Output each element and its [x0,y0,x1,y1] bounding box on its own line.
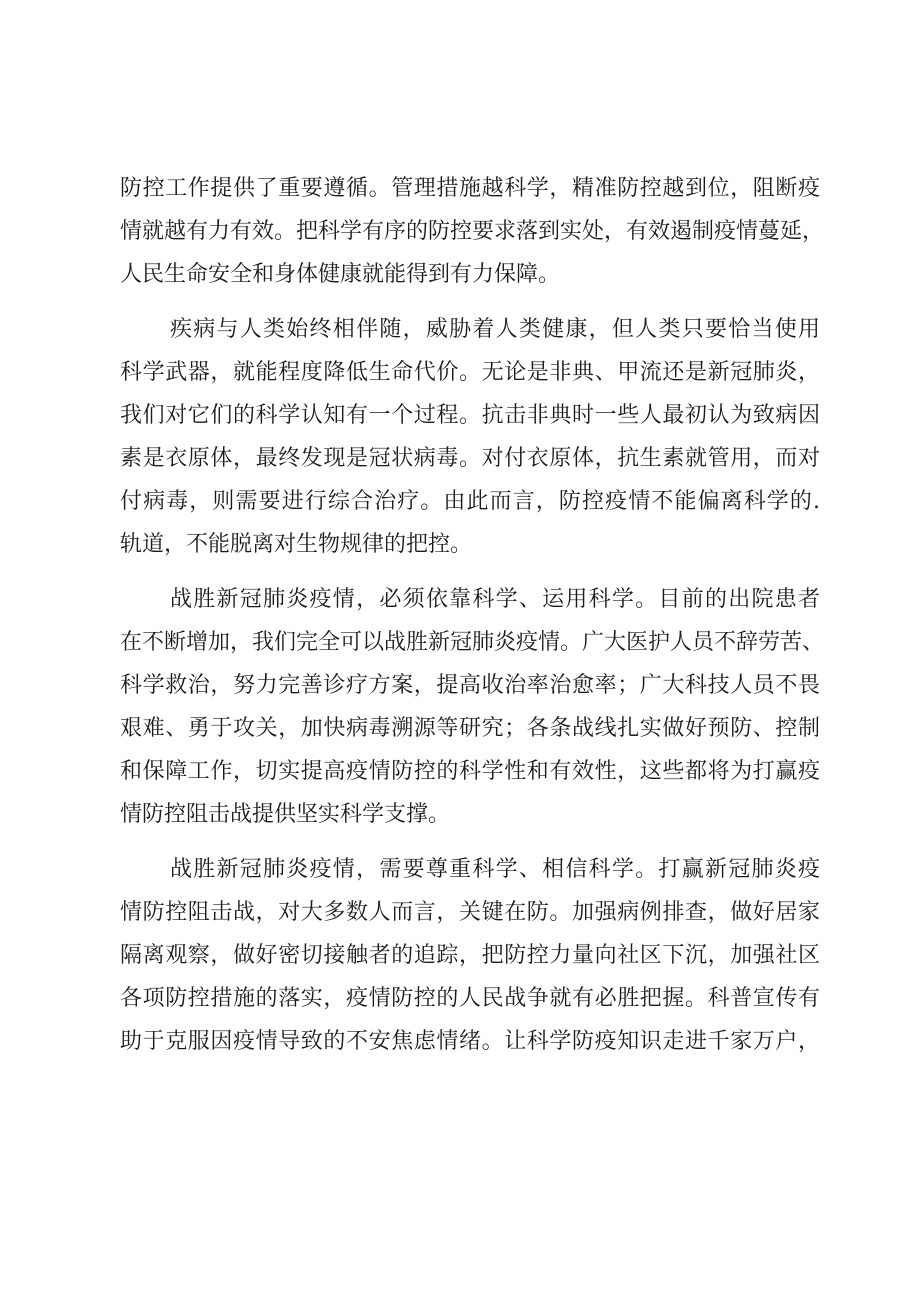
text-line: 情防控阻击战，对大多数人而言，关键在防。加强病例排查，做好居家 [120,900,820,925]
text-line: 科学救治，努力完善诊疗方案，提高收治率治愈率；广大科技人员不畏 [120,673,820,698]
text-line: 疾病与人类始终相伴随，威胁着人类健康，但人类只要恰当使用 [170,317,820,342]
text-line: 隔离观察，做好密切接触者的追踪，把防控力量向社区下沉，加强社区 [120,943,820,968]
text-line: 科学武器，就能程度降低生命代价。无论是非典、甲流还是新冠肺炎， [120,360,820,385]
paragraph-4 [120,848,820,1063]
text-line: 防控工作提供了重要遵循。管理措施越科学，精准防控越到位，阻断疫 [120,176,820,201]
text-line: 情防控阻击战提供坚实科学支撑。 [120,802,451,827]
text-line: 艰难、勇于攻关，加快病毒溯源等研究；各条战线扎实做好预防、控制 [120,716,820,741]
text-line: 付病毒，则需要进行综合治疗。由此而言，防控疫情不能偏离科学的. [120,489,820,514]
text-line: 在不断增加，我们完全可以战胜新冠肺炎疫情。广大医护人员不辞劳苦、 [120,630,825,655]
paragraph-3 [120,578,825,836]
paragraph-2 [120,308,820,566]
text-line: 我们对它们的科学认知有一个过程。抗击非典时一些人最初认为致病因 [120,403,820,428]
text-line: 各项防控措施的落实，疫情防控的人民战争就有必胜把握。科普宣传有 [120,986,820,1011]
document-body [120,167,825,1075]
text-line: 战胜新冠肺炎疫情，需要尊重科学、相信科学。打赢新冠肺炎疫 [170,857,820,882]
text-line: 素是衣原体，最终发现是冠状病毒。对付衣原体，抗生素就管用，而对 [120,446,820,471]
text-line: 轨道，不能脱离对生物规律的把控。 [120,532,473,557]
text-line: 助于克服因疫情导致的不安焦虑情绪。让科学防疫知识走进千家万户， [120,1029,820,1054]
text-line: 和保障工作，切实提高疫情防控的科学性和有效性，这些都将为打赢疫 [120,759,820,784]
text-line: 战胜新冠肺炎疫情，必须依靠科学、运用科学。目前的出院患者 [170,587,820,612]
text-line: 人民生命安全和身体健康就能得到有力保障。 [120,262,561,287]
text-line: 情就越有力有效。把科学有序的防控要求落到实处，有效遏制疫情蔓延， [120,219,825,244]
paragraph-1 [120,167,825,296]
